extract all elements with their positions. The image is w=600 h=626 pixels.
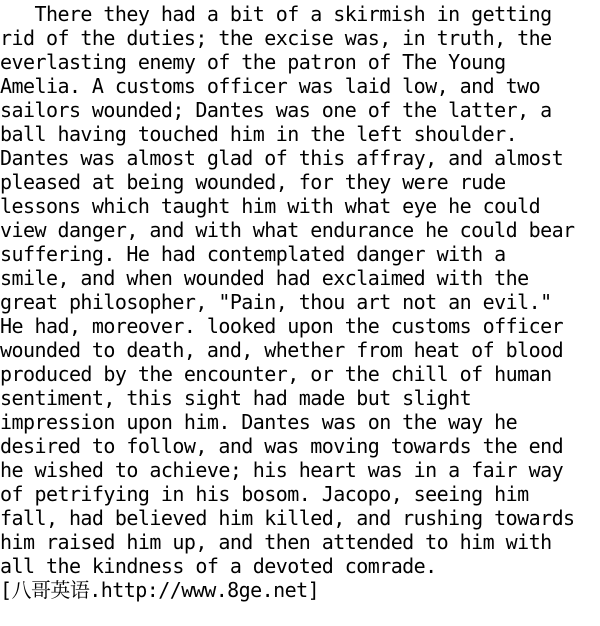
- text-line: he wished to achieve; his heart was in a fair way: [0, 458, 564, 482]
- text-line: There they had a bit of a skirmish in getting: [0, 2, 552, 26]
- text-line: wounded to death, and, whether from heat of blood: [0, 338, 564, 362]
- text-line: all the kindness of a devoted comrade.: [0, 554, 437, 578]
- source-credit-link[interactable]: [八哥英语.http://www.8ge.net]: [0, 578, 320, 602]
- text-line: lessons which taught him with what eye he could: [0, 194, 541, 218]
- text-line: desired to follow, and was moving towards the end: [0, 434, 564, 458]
- text-line: great philosopher, "Pain, thou art not an evil.": [0, 290, 552, 314]
- text-line: him raised him up, and then attended to him with: [0, 530, 552, 554]
- text-line: suffering. He had contemplated danger with a: [0, 242, 506, 266]
- text-line: produced by the encounter, or the chill of human: [0, 362, 552, 386]
- document-text: [0, 2, 600, 602]
- text-line: everlasting enemy of the patron of The Young: [0, 50, 506, 74]
- text-line: sentiment, this sight had made but slight: [0, 386, 472, 410]
- text-line: smile, and when wounded had exclaimed with the: [0, 266, 529, 290]
- text-line: Amelia. A customs officer was laid low, and two: [0, 74, 541, 98]
- text-line: He had, moreover. looked upon the customs officer: [0, 314, 564, 338]
- text-line: rid of the duties; the excise was, in truth, the: [0, 26, 552, 50]
- text-line: Dantes was almost glad of this affray, and almost: [0, 146, 564, 170]
- text-line: ball having touched him in the left shoulder.: [0, 122, 518, 146]
- text-line: pleased at being wounded, for they were rude: [0, 170, 506, 194]
- text-line: impression upon him. Dantes was on the way he: [0, 410, 518, 434]
- text-line: sailors wounded; Dantes was one of the latter, a: [0, 98, 552, 122]
- text-line: of petrifying in his bosom. Jacopo, seeing him: [0, 482, 529, 506]
- text-line: fall, had believed him killed, and rushing towards: [0, 506, 575, 530]
- text-line: view danger, and with what endurance he could bear: [0, 218, 575, 242]
